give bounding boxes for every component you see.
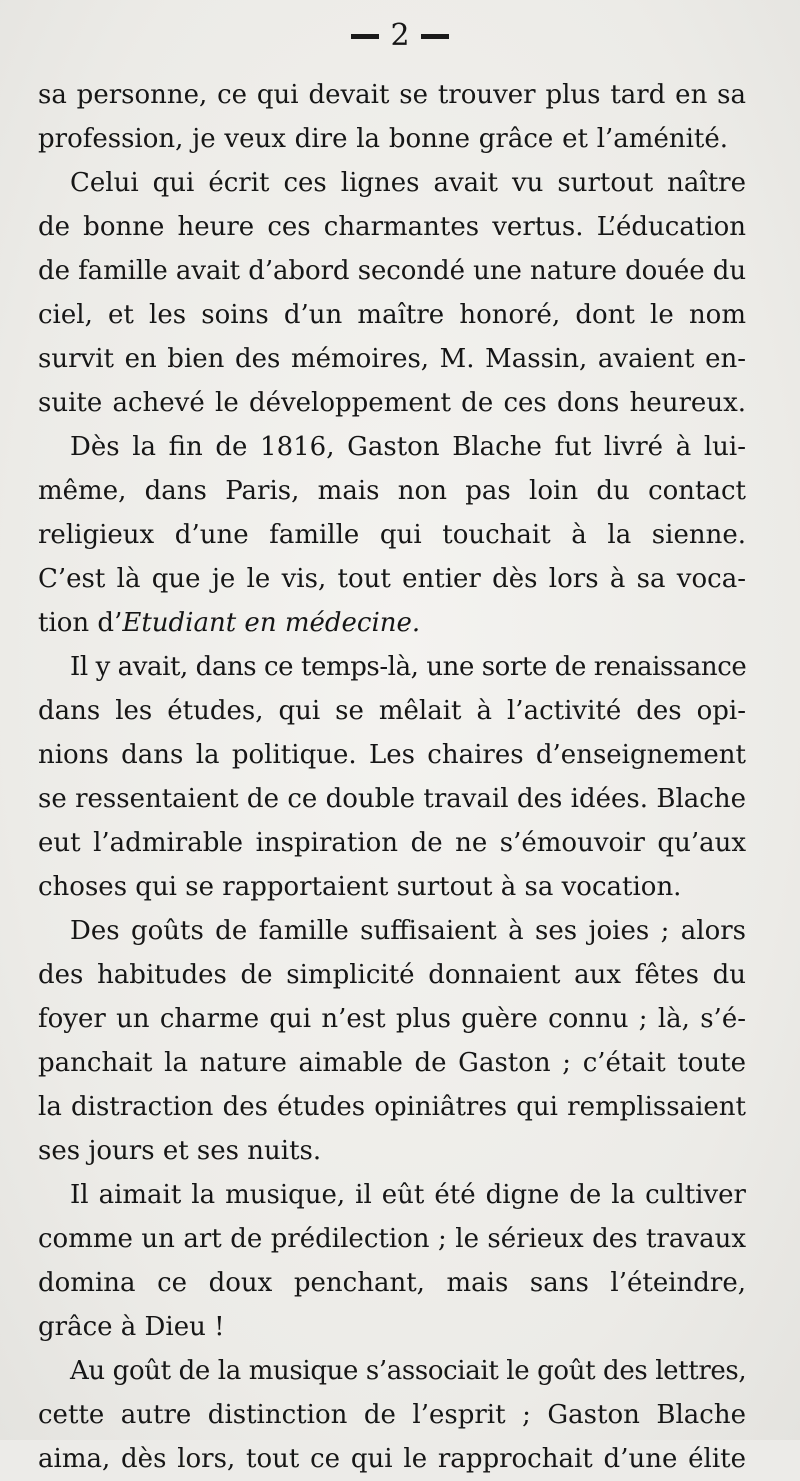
text-line: ses jours et ses nuits.	[38, 1136, 322, 1166]
italic-phrase: Etudiant en médecine.	[122, 608, 421, 638]
text-line: choses qui se rapportaient surtout à sa vocation.	[38, 872, 682, 902]
text-line: sa personne, ce qui devait se trouver plus tard en sa	[38, 80, 746, 110]
text-line: de bonne heure ces charmantes vertus. L’éducation	[38, 212, 746, 242]
text-line: religieux d’une famille qui touchait à la sienne.	[38, 520, 746, 550]
text-line: comme un art de prédilection ; le sérieux des travaux	[38, 1224, 746, 1254]
text-line: Au goût de la musique s’associait le goût des lettres,	[70, 1356, 747, 1386]
page-header	[0, 16, 800, 60]
text-line: foyer un charme qui n’est plus guère connu ; là, s’é-	[38, 1004, 746, 1034]
text-line: C’est là que je le vis, tout entier dès lors à sa voca-	[38, 564, 746, 594]
text-line: des habitudes de simplicité donnaient aux fêtes du	[38, 960, 746, 990]
text-line: nions dans la politique. Les chaires d’enseignement	[38, 740, 746, 770]
text-line: la distraction des études opiniâtres qui remplissaient	[38, 1092, 746, 1122]
text-line: Celui qui écrit ces lignes avait vu surtout naître	[70, 168, 746, 198]
text-line: Dès la fin de 1816, Gaston Blache fut livré à lui-	[70, 432, 746, 462]
text-line: Il y avait, dans ce temps-là, une sorte de renaissance	[70, 652, 747, 682]
text-line: Il aimait la musique, il eût été digne de la cultiver	[70, 1180, 746, 1210]
text-line: profession, je veux dire la bonne grâce et l’aménité.	[38, 124, 728, 154]
header-right-dash	[421, 34, 449, 39]
text-line: ciel, et les soins d’un maître honoré, dont le nom	[38, 300, 746, 330]
text-line: survit en bien des mémoires, M. Massin, avaient en-	[38, 344, 746, 374]
text-line: grâce à Dieu !	[38, 1312, 225, 1342]
text-line: suite achevé le développement de ces dons heureux.	[38, 388, 746, 418]
page-number: 2	[390, 18, 410, 53]
text-line: aima, dès lors, tout ce qui le rapprochait d’une élite	[38, 1444, 746, 1474]
text-line: dans les études, qui se mêlait à l’activité des opi-	[38, 696, 746, 726]
text-line: se ressentaient de ce double travail des idées. Blache	[38, 784, 746, 814]
text-line: eut l’admirable inspiration de ne s’émouvoir qu’aux	[38, 828, 746, 858]
text-line: domina ce doux penchant, mais sans l’éteindre,	[38, 1268, 746, 1298]
text-line: de famille avait d’abord secondé une nature douée du	[38, 256, 746, 286]
text-line-prefix: tion d’	[38, 608, 123, 638]
text-line-italic	[38, 601, 746, 645]
header-left-dash	[351, 34, 379, 39]
text-line: Des goûts de famille suffisaient à ses joies ; alors	[70, 916, 746, 946]
text-line: cette autre distinction de l’esprit ; Gaston Blache	[38, 1400, 746, 1430]
text-line: même, dans Paris, mais non pas loin du contact	[38, 476, 746, 506]
text-line: panchait la nature aimable de Gaston ; c’était toute	[38, 1048, 746, 1078]
